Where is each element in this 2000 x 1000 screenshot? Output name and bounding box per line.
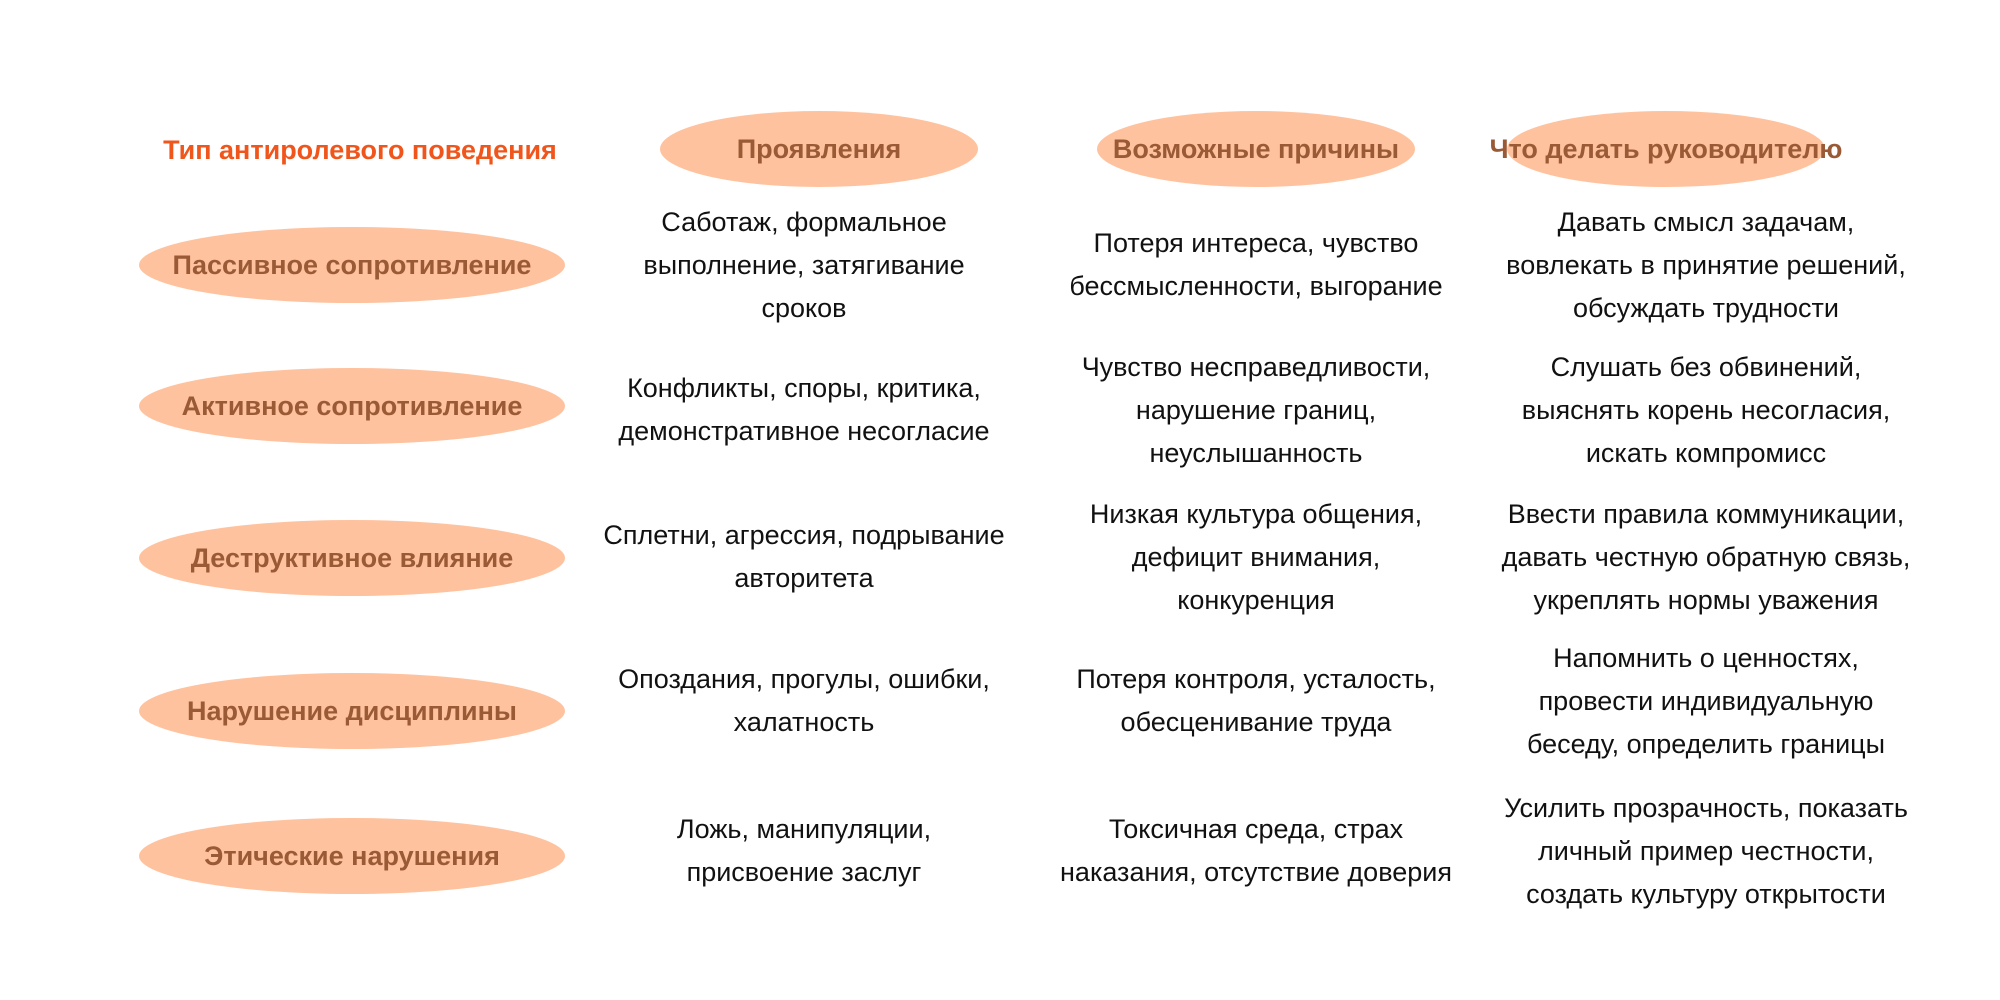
cell-actions-row-2: Слушать без обвинений, выяснять корень несогласия, искать компромисс	[1521, 351, 1891, 468]
cell-actions-row-1: Давать смысл задачам, вовлекать в принятие решений, обсуждать трудности	[1506, 206, 1906, 323]
column-header-manifestations: Проявления	[660, 111, 978, 187]
cell-causes-row-5: Токсичная среда, страх наказания, отсутствие доверия	[1060, 814, 1452, 887]
cell-manifestations-row-1: Саботаж, формальное выполнение, затягивание сроков	[643, 206, 965, 323]
cell-manifestations-row-4: Опоздания, прогулы, ошибки, халатность	[618, 664, 990, 737]
cell-causes-row-2: Чувство несправедливости, нарушение границ, неуслышанность	[1081, 351, 1431, 468]
cell-manifestations-row-5: Ложь, манипуляции, присвоение заслуг	[676, 814, 932, 887]
cell-manifestations-row-3: Сплетни, агрессия, подрывание авторитета	[603, 520, 1005, 593]
cell-manifestations-row-2: Конфликты, споры, критика, демонстративное несогласие	[618, 373, 990, 446]
cell-actions-row-4: Напомнить о ценностях, провести индивидуальную беседу, определить границы	[1526, 642, 1886, 759]
cell-actions-row-3: Ввести правила коммуникации, давать честную обратную связь, укреплять нормы уважения	[1501, 498, 1911, 615]
cell-actions-row-5: Усилить прозрачность, показать личный пример честности, создать культуру открытости	[1504, 792, 1908, 909]
row-type-discipline-violation: Нарушение дисциплины	[139, 673, 565, 749]
row-type-active-resistance: Активное сопротивление	[139, 368, 565, 444]
row-type-destructive-influence: Деструктивное влияние	[139, 520, 565, 596]
cell-causes-row-3: Низкая культура общения, дефицит внимания, конкуренция	[1089, 498, 1423, 615]
column-header-causes: Возможные причины	[1097, 111, 1415, 187]
row-type-passive-resistance: Пассивное сопротивление	[139, 227, 565, 303]
cell-causes-row-1: Потеря интереса, чувство бессмысленности, выгорание	[1069, 228, 1443, 301]
column-header-actions: Что делать руководителю	[1507, 111, 1825, 187]
table-corner-title: Тип антиролевого поведения	[163, 135, 557, 165]
cell-causes-row-4: Потеря контроля, усталость, обесценивание труда	[1076, 664, 1436, 737]
row-type-ethical-violations: Этические нарушения	[139, 818, 565, 894]
